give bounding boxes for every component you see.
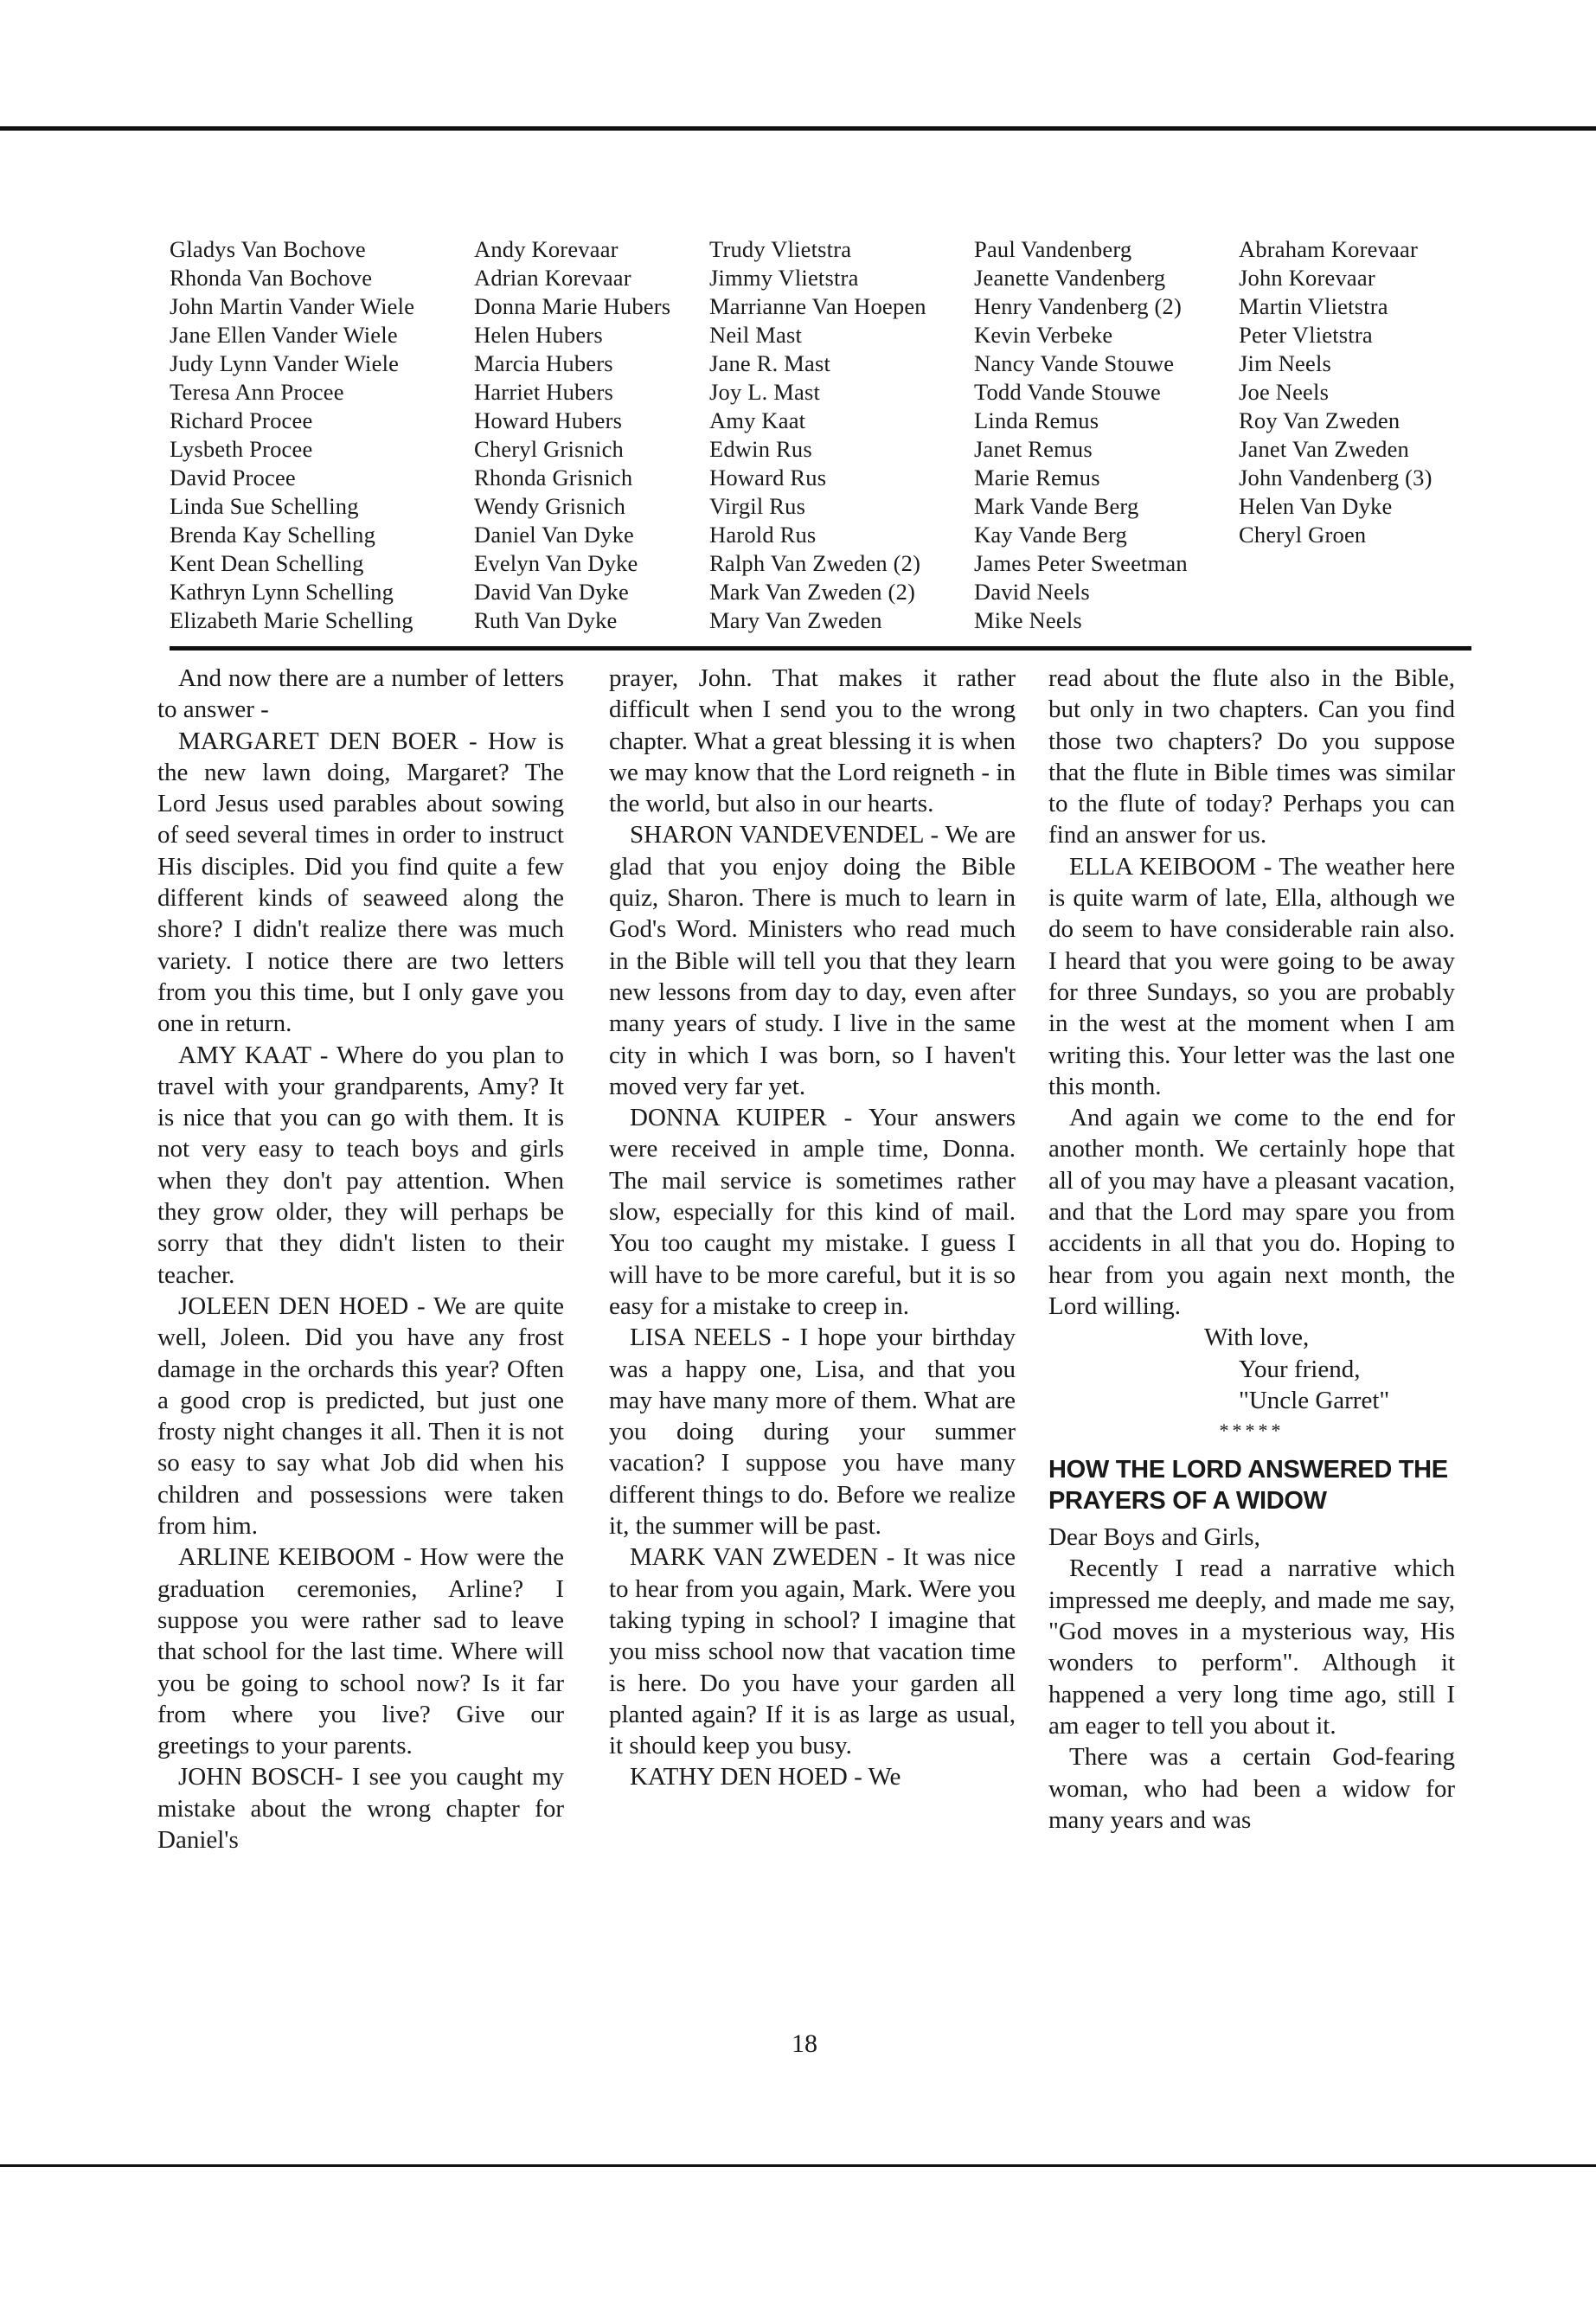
name-entry: Jeanette Vandenberg: [974, 265, 1166, 291]
name-entry: Jane Ellen Vander Wiele: [170, 322, 398, 348]
name-entry: Trudy Vlietstra: [709, 236, 852, 262]
paragraph: JOLEEN DEN HOED - We are quite well, Joleen. Did you have any frost damage in the orchards this year? Often a good crop is predicted, but just one frosty night changes it all. Then it is not so easy to say what Job did when his children and possessions were taken from him.: [157, 1292, 564, 1541]
letters-column-1: [157, 663, 564, 1856]
letters-column-2: [609, 663, 1016, 1793]
name-entry: Richard Procee: [170, 407, 313, 433]
paragraph: SHARON VANDEVENDEL - We are glad that you enjoy doing the Bible quiz, Sharon. There is much to learn in God's Word. Ministers who read much in the Bible will tell you that they learn new lessons from day to day, even after many years of study. I live in the same city in which I was born, so I haven't moved very far yet.: [609, 821, 1016, 1100]
name-entry: Rhonda Van Bochove: [170, 265, 373, 291]
name-entry: Mark Vande Berg: [974, 493, 1139, 519]
paragraph: KATHY DEN HOED - We: [630, 1763, 901, 1791]
paragraph: ARLINE KEIBOOM - How were the graduation ceremonies, Arline? I suppose you were rather sad to leave that school for the last time. Where will you be going to school now? Is it far from where you live? Give our greetings to your parents.: [157, 1543, 564, 1760]
name-entry: Kent Dean Schelling: [170, 550, 364, 576]
bottom-rule: [0, 2164, 1596, 2167]
paragraph: MARK VAN ZWEDEN - It was nice to hear from you again, Mark. Were you taking typing in school? I imagine that you miss school now that vacation time is here. Do you have your garden all planted again? If it is as large as usual, it should keep you busy.: [609, 1543, 1016, 1760]
top-rule: [0, 126, 1596, 131]
names-column-4: [974, 235, 1188, 635]
names-column-5: [1239, 235, 1433, 549]
name-entry: Kathryn Lynn Schelling: [170, 579, 394, 605]
signoff-friend: Your friend,: [1239, 1355, 1361, 1383]
name-entry: Jane R. Mast: [709, 350, 831, 376]
paragraph: And now there are a number of letters to answer -: [157, 664, 564, 724]
paragraph: ELLA KEIBOOM - The weather here is quite warm of late, Ella, although we do seem to have considerable rain also. I heard that you were going to be away for three Sundays, so you are probably in the west at the moment when I am writing this. Your letter was the last one this month.: [1048, 852, 1455, 1100]
paragraph: DONNA KUIPER - Your answers were received in ample time, Donna. The mail service is sometimes rather slow, especially for this kind of mail. You too caught my mistake. I guess I will have to be more careful, but it is so easy for a mistake to creep in.: [609, 1104, 1016, 1320]
section-rule: [170, 646, 1471, 651]
name-entry: Amy Kaat: [709, 407, 806, 433]
letters-column-3: [1048, 663, 1455, 1836]
paragraph: prayer, John. That makes it rather difficult when I send you to the wrong chapter. What a great blessing it is when we may know that the Lord reigneth - in the world, but also in our hearts.: [609, 664, 1016, 818]
paragraph: And again we come to the end for another month. We certainly hope that all of you may have a pleasant vacation, and that the Lord may spare you from accidents in all that you do. Hoping to hear from you again next month, the Lord willing.: [1048, 1104, 1455, 1320]
name-entry: Lysbeth Procee: [170, 436, 313, 462]
name-entry: Andy Korevaar: [474, 236, 619, 262]
page-number: 18: [792, 2029, 817, 2058]
name-entry: James Peter Sweetman: [974, 550, 1188, 576]
name-entry: Teresa Ann Procee: [170, 379, 344, 405]
name-entry: Abraham Korevaar: [1239, 236, 1418, 262]
story-salutation: Dear Boys and Girls,: [1048, 1523, 1260, 1552]
section-separator: *****: [1219, 1420, 1285, 1442]
name-entry: Mark Van Zweden (2): [709, 579, 916, 605]
name-entry: Mike Neels: [974, 607, 1082, 633]
name-entry: Daniel Van Dyke: [474, 522, 635, 548]
name-entry: John Korevaar: [1239, 265, 1375, 291]
name-entry: Kevin Verbeke: [974, 322, 1113, 348]
signoff-name: "Uncle Garret": [1239, 1386, 1390, 1414]
name-entry: Helen Van Dyke: [1239, 493, 1393, 519]
name-entry: Neil Mast: [709, 322, 803, 348]
name-entry: Rhonda Grisnich: [474, 465, 633, 490]
name-entry: Ruth Van Dyke: [474, 607, 618, 633]
name-entry: John Vandenberg (3): [1239, 465, 1433, 490]
name-entry: Adrian Korevaar: [474, 265, 631, 291]
name-entry: Jim Neels: [1239, 350, 1332, 376]
name-entry: Janet Van Zweden: [1239, 436, 1409, 462]
name-entry: Janet Remus: [974, 436, 1093, 462]
name-entry: Edwin Rus: [709, 436, 812, 462]
signoff-closing: With love,: [1204, 1324, 1310, 1352]
name-entry: Roy Van Zweden: [1239, 407, 1401, 433]
name-entry: Linda Sue Schelling: [170, 493, 359, 519]
name-entry: Joy L. Mast: [709, 379, 821, 405]
name-entry: Wendy Grisnich: [474, 493, 626, 519]
name-entry: Howard Rus: [709, 465, 827, 490]
name-entry: Virgil Rus: [709, 493, 806, 519]
name-entry: Elizabeth Marie Schelling: [170, 607, 413, 633]
name-entry: Joe Neels: [1239, 379, 1330, 405]
name-entry: Marrianne Van Hoepen: [709, 293, 926, 319]
story-heading: HOW THE LORD ANSWERED THE PRAYERS OF A WIDOW: [1048, 1456, 1448, 1516]
name-entry: Gladys Van Bochove: [170, 236, 366, 262]
name-entry: John Martin Vander Wiele: [170, 293, 415, 319]
names-column-3: [709, 235, 926, 635]
name-entry: Linda Remus: [974, 407, 1099, 433]
name-entry: Henry Vandenberg (2): [974, 293, 1182, 319]
story-paragraph: Recently I read a narrative which impressed me deeply, and made me say, "God moves in a mysterious way, His wonders to perform". Although it happened a very long time ago, still I am eager to tell you about it.: [1048, 1554, 1455, 1740]
name-entry: Helen Hubers: [474, 322, 603, 348]
name-entry: David Procee: [170, 465, 296, 490]
name-entry: Judy Lynn Vander Wiele: [170, 350, 400, 376]
name-entry: Evelyn Van Dyke: [474, 550, 638, 576]
name-entry: Peter Vlietstra: [1239, 322, 1373, 348]
name-entry: Paul Vandenberg: [974, 236, 1132, 262]
paragraph: MARGARET DEN BOER - How is the new lawn doing, Margaret? The Lord Jesus used parables about sowing of seed several times in order to instruct His disciples. Did you find quite a few different kinds of seaweed along the shore? I didn't realize there was much variety. I notice there are two letters from you this time, but I only gave you one in return.: [157, 727, 564, 1038]
story-paragraph: There was a certain God-fearing woman, who had been a widow for many years and was: [1048, 1743, 1455, 1834]
name-entry: Brenda Kay Schelling: [170, 522, 376, 548]
name-entry: Nancy Vande Stouwe: [974, 350, 1175, 376]
names-column-2: [474, 235, 670, 635]
paragraph: JOHN BOSCH- I see you caught my mistake about the wrong chapter for Daniel's: [157, 1763, 564, 1854]
name-entry: David Neels: [974, 579, 1090, 605]
name-entry: Jimmy Vlietstra: [709, 265, 859, 291]
paragraph: LISA NEELS - I hope your birthday was a happy one, Lisa, and that you may have many more of them. What are you doing during your summer vacation? I suppose you have many different things to do. Before we realize it, the summer will be past.: [609, 1324, 1016, 1541]
name-entry: Marie Remus: [974, 465, 1100, 490]
names-column-1: [170, 235, 414, 635]
name-entry: Marcia Hubers: [474, 350, 613, 376]
name-entry: Donna Marie Hubers: [474, 293, 671, 319]
name-entry: Kay Vande Berg: [974, 522, 1127, 548]
name-entry: David Van Dyke: [474, 579, 629, 605]
name-entry: Ralph Van Zweden (2): [709, 550, 921, 576]
name-entry: Howard Hubers: [474, 407, 623, 433]
name-entry: Cheryl Groen: [1239, 522, 1367, 548]
name-entry: Todd Vande Stouwe: [974, 379, 1161, 405]
name-entry: Mary Van Zweden: [709, 607, 882, 633]
paragraph: AMY KAAT - Where do you plan to travel with your grandparents, Amy? It is nice that you can go with them. It is not very easy to teach boys and girls when they don't pay attention. When they grow older, they will perhaps be sorry that they didn't listen to their teacher.: [157, 1041, 564, 1289]
name-entry: Martin Vlietstra: [1239, 293, 1388, 319]
name-entry: Harriet Hubers: [474, 379, 613, 405]
name-entry: Cheryl Grisnich: [474, 436, 625, 462]
name-entry: Harold Rus: [709, 522, 817, 548]
paragraph: read about the flute also in the Bible, but only in two chapters. Can you find those two chapters? Do you suppose that the flute in Bible times was similar to the flute of today? Perhaps you can find an answer for us.: [1048, 664, 1455, 849]
